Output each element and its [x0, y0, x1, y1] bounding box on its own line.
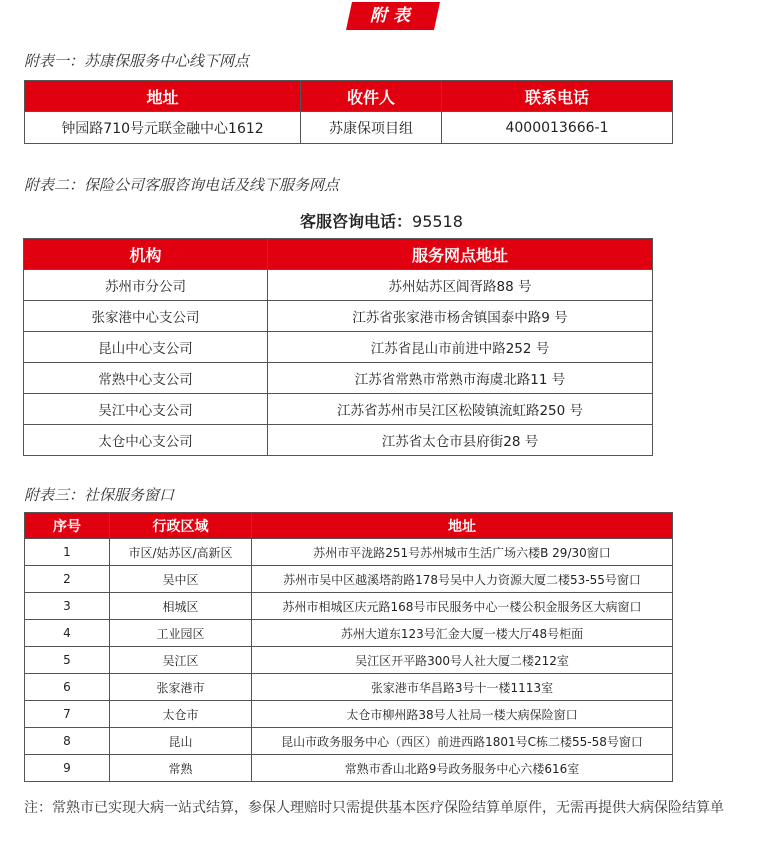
footnote: 注：常熟市已实现大病一站式结算，参保人理赔时只需提供基本医疗保险结算单原件，无需再提供大病保险结算单	[24, 800, 724, 816]
column-header: 机构	[24, 239, 268, 270]
table-cell: 4000013666-1	[442, 112, 673, 144]
table-cell: 市区/姑苏区/高新区	[110, 539, 252, 566]
table-cell: 常熟市香山北路9号政务服务中心六楼616室	[252, 755, 673, 782]
service-center-table	[24, 80, 673, 144]
table-cell: 江苏省常熟市常熟市海虞北路11 号	[268, 363, 653, 394]
banner-title: 附表	[370, 6, 416, 26]
table-row	[24, 394, 653, 425]
table-cell: 昆山市政务服务中心（西区）前进西路1801号C栋二楼55-58号窗口	[252, 728, 673, 755]
column-header: 地址	[252, 513, 673, 539]
column-header: 序号	[25, 513, 110, 539]
table-row	[24, 425, 653, 456]
table-cell: 常熟	[110, 755, 252, 782]
table-cell: 1	[25, 539, 110, 566]
column-header: 地址	[25, 81, 301, 112]
table-cell: 苏康保项目组	[301, 112, 442, 144]
table-cell: 工业园区	[110, 620, 252, 647]
table-cell: 太仓市	[110, 701, 252, 728]
table-cell: 苏州市相城区庆元路168号市民服务中心一楼公积金服务区大病窗口	[252, 593, 673, 620]
table-row	[25, 593, 673, 620]
table1-caption: 附表一：苏康保服务中心线下网点	[24, 52, 250, 70]
table-cell: 钟园路710号元联金融中心1612	[25, 112, 301, 144]
table-cell: 苏州市分公司	[24, 270, 268, 301]
social-security-table	[24, 512, 673, 782]
table-cell: 8	[25, 728, 110, 755]
table-cell: 太仓市柳州路38号人社局一楼大病保险窗口	[252, 701, 673, 728]
table-cell: 昆山	[110, 728, 252, 755]
table-row	[24, 332, 653, 363]
hotline	[300, 209, 463, 232]
table-cell: 9	[25, 755, 110, 782]
table-cell: 苏州市平泷路251号苏州城市生活广场六楼B 29/30窗口	[252, 539, 673, 566]
table-row	[25, 620, 673, 647]
table-row	[25, 566, 673, 593]
table-row	[25, 539, 673, 566]
table-cell: 2	[25, 566, 110, 593]
table-cell: 4	[25, 620, 110, 647]
table2-caption: 附表二：保险公司客服咨询电话及线下服务网点	[24, 176, 340, 194]
table-cell: 江苏省张家港市杨舍镇国泰中路9 号	[268, 301, 653, 332]
hotline-number: 95518	[412, 212, 463, 231]
table-cell: 常熟中心支公司	[24, 363, 268, 394]
table-cell: 太仓中心支公司	[24, 425, 268, 456]
table-row	[25, 674, 673, 701]
table-row	[24, 363, 653, 394]
table-cell: 吴江中心支公司	[24, 394, 268, 425]
table-cell: 昆山中心支公司	[24, 332, 268, 363]
table-cell: 苏州市吴中区越溪塔韵路178号吴中人力资源大厦二楼53-55号窗口	[252, 566, 673, 593]
table-cell: 江苏省太仓市县府街28 号	[268, 425, 653, 456]
table-cell: 张家港中心支公司	[24, 301, 268, 332]
table-cell: 张家港市华昌路3号十一楼1113室	[252, 674, 673, 701]
table-cell: 相城区	[110, 593, 252, 620]
table-cell: 吴江区	[110, 647, 252, 674]
table-cell: 7	[25, 701, 110, 728]
table-cell: 6	[25, 674, 110, 701]
table-row	[25, 647, 673, 674]
hotline-label: 客服咨询电话：	[300, 212, 413, 231]
table-cell: 3	[25, 593, 110, 620]
table-cell: 5	[25, 647, 110, 674]
table3-caption: 附表三：社保服务窗口	[24, 486, 175, 504]
column-header: 服务网点地址	[268, 239, 653, 270]
table-cell: 江苏省苏州市吴江区松陵镇流虹路250 号	[268, 394, 653, 425]
table-row	[24, 301, 653, 332]
table-row	[25, 728, 673, 755]
table-row	[25, 701, 673, 728]
table-cell: 吴中区	[110, 566, 252, 593]
insurance-branch-table	[23, 238, 653, 456]
table-cell: 苏州大道东123号汇金大厦一楼大厅48号柜面	[252, 620, 673, 647]
table-cell: 苏州姑苏区阊胥路88 号	[268, 270, 653, 301]
table-row	[25, 755, 673, 782]
table-cell: 张家港市	[110, 674, 252, 701]
table-row	[25, 112, 673, 144]
column-header: 收件人	[301, 81, 442, 112]
table-cell: 吴江区开平路300号人社大厦二楼212室	[252, 647, 673, 674]
table-cell: 江苏省昆山市前进中路252 号	[268, 332, 653, 363]
column-header: 联系电话	[442, 81, 673, 112]
column-header: 行政区域	[110, 513, 252, 539]
table-row	[24, 270, 653, 301]
